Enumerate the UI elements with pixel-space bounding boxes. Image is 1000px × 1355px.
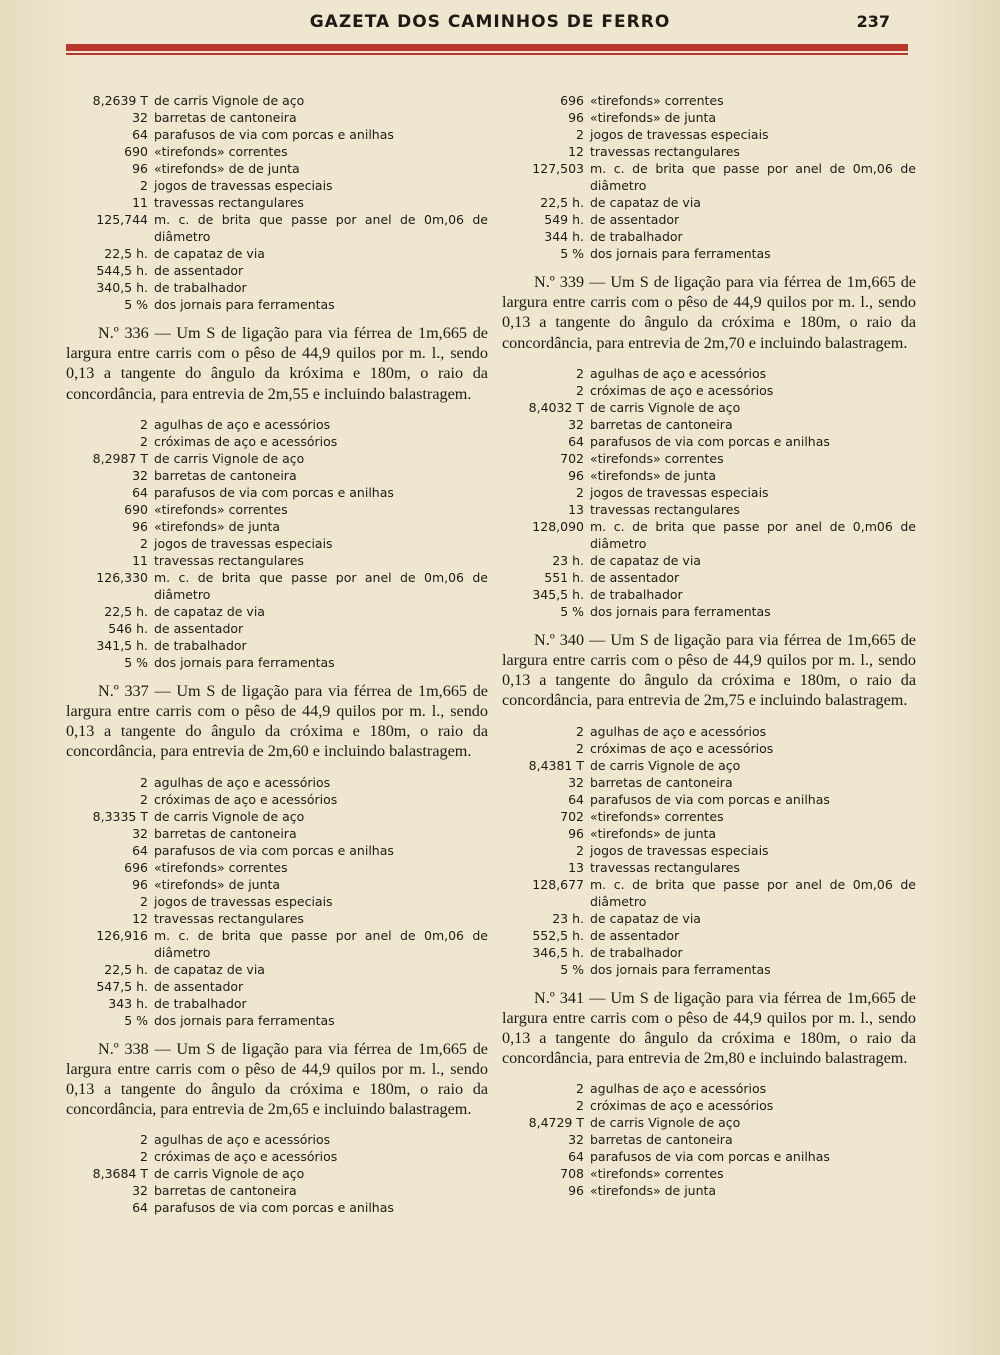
list-item [502,1148,916,1165]
list-item [502,569,916,586]
item-quantity: 690 [124,501,148,517]
materials-list [66,774,488,1029]
paragraph-text: N.º 338 — Um S de ligação para via férrea de 1m,665 de largura entre carris com o pêso de 44,9 quilos por m. l., sendo 0,13 a tangente do ângulo da cróxima e 180m, o raio da concordância, para entrevia de 2m,65 e incluindo balastragem. [66,1039,488,1119]
item-description: parafusos de via com porcas e anilhas [154,484,394,500]
list-item [502,961,916,978]
item-description: de trabalhador [154,995,247,1011]
item-quantity: 32 [568,774,584,790]
item-description: cróximas de aço e acessórios [590,382,774,398]
item-quantity: 708 [560,1166,584,1182]
paragraph-text: N.º 336 — Um S de ligação para via férrea de 1m,665 de largura entre carris com o pêso de 44,9 quilos por m. l., sendo 0,13 a tangente do ângulo da króxima e 180m, o raio da concordância, para entrevia de 2m,55 e incluindo balastragem. [66,324,488,403]
specification-paragraph [502,988,916,1069]
paragraph-text: N.º 339 — Um S de ligação para via férrea de 1m,665 de largura entre carris com o pêso de 44,9 quilos por m. l., sendo 0,13 a tangente do ângulo da cróxima e 180m, o raio da concordância, para entrevia de 2m,70 e incluindo balastragem. [502,273,916,352]
item-quantity: 5 % [560,603,584,619]
item-quantity: 346,5 h. [532,944,584,960]
item-description: parafusos de via com porcas e anilhas [590,433,830,449]
item-description: m. c. de brita que passe por anel de 0,m06 de diâmetro [590,518,916,551]
item-description: m. c. de brita que passe por anel de 0m,06 de diâmetro [154,927,488,960]
list-item [502,1097,916,1114]
item-quantity: 702 [560,808,584,824]
list-item [502,501,916,518]
list-item [502,927,916,944]
list-item [66,467,488,484]
item-description: cróximas de aço e acessórios [154,791,338,807]
item-description: dos jornais para ferramentas [590,961,771,977]
item-quantity: 2 [140,774,148,790]
item-description: de capataz de via [590,910,701,926]
list-item [502,1165,916,1182]
item-quantity: 96 [132,161,148,176]
list-item [502,842,916,859]
specification-paragraph [502,630,916,711]
list-item [502,825,916,842]
list-item [66,910,488,927]
list-item [502,586,916,603]
item-quantity: 96 [132,876,148,892]
list-item [66,1012,488,1029]
list-item [502,791,916,808]
item-quantity: 2 [576,365,584,381]
list-item [66,978,488,995]
item-quantity: 2 [140,1149,148,1165]
item-quantity: 2 [576,842,584,858]
item-quantity: 2 [576,723,584,739]
list-item [66,620,488,637]
list-item [502,1131,916,1148]
list-item [66,143,488,160]
item-description: parafusos de via com porcas e anilhas [154,842,394,858]
item-description: «tirefonds» de junta [154,518,281,534]
item-quantity: 12 [568,144,584,159]
list-item [502,757,916,774]
item-quantity: 64 [132,1200,148,1216]
list-item [66,450,488,467]
item-description: travessas rectangulares [590,501,740,517]
item-description: parafusos de via com porcas e anilhas [154,127,394,142]
item-description: travessas rectangulares [590,859,740,875]
list-item [502,382,916,399]
list-item [66,774,488,791]
list-item [502,944,916,961]
item-description: parafusos de via com porcas e anilhas [590,791,830,807]
list-item [66,518,488,535]
list-item [502,433,916,450]
item-quantity: 12 [132,910,148,926]
list-item [66,484,488,501]
item-quantity: 5 % [560,961,584,977]
item-description: parafusos de via com porcas e anilhas [154,1200,394,1216]
list-item [66,893,488,910]
item-quantity: 345,5 h. [532,586,584,602]
list-item [502,808,916,825]
item-description: jogos de travessas especiais [590,842,769,858]
item-quantity: 8,2987 T [92,450,148,466]
list-item [66,791,488,808]
item-quantity: 8,4032 T [528,399,584,415]
list-item [502,518,916,552]
item-quantity: 546 h. [108,620,148,636]
list-item [66,1148,488,1165]
item-quantity: 22,5 h. [104,246,148,261]
item-quantity: 2 [140,178,148,193]
item-quantity: 96 [568,1183,584,1199]
item-description: agulhas de aço e acessórios [590,723,767,739]
materials-list [66,416,488,671]
list-item [66,842,488,859]
list-item [66,927,488,961]
materials-list [502,92,916,262]
item-description: de carris Vignole de aço [590,757,741,773]
item-description: m. c. de brita que passe por anel de 0m,06 de diâmetro [154,569,488,602]
item-description: de carris Vignole de aço [154,1166,305,1182]
header-rule [66,44,908,51]
item-description: de carris Vignole de aço [154,93,305,108]
item-quantity: 549 h. [544,212,584,227]
item-description: de capataz de via [154,961,265,977]
item-quantity: 32 [568,416,584,432]
list-item [66,92,488,109]
item-description: de assentador [154,978,244,994]
list-item [502,245,916,262]
item-description: barretas de cantoneira [154,467,297,483]
item-description: barretas de cantoneira [154,1183,297,1199]
list-item [502,109,916,126]
specification-paragraph [502,272,916,353]
item-quantity: 2 [140,416,148,432]
item-quantity: 2 [140,1132,148,1148]
list-item [502,450,916,467]
item-quantity: 23 h. [552,552,584,568]
item-description: «tirefonds» correntes [154,859,288,875]
item-description: agulhas de aço e acessórios [154,416,331,432]
item-quantity: 96 [568,467,584,483]
list-item [66,637,488,654]
item-description: de assentador [154,263,244,278]
item-quantity: 696 [124,859,148,875]
list-item [66,211,488,245]
list-item [502,194,916,211]
item-quantity: 32 [132,110,148,125]
item-quantity: 340,5 h. [96,280,148,295]
item-quantity: 64 [132,127,148,142]
paragraph-text: N.º 337 — Um S de ligação para via férrea de 1m,665 de largura entre carris com o pêso de 44,9 quilos por m. l., sendo 0,13 a tangente do ângulo da cróxima e 180m, o raio da concordância, para entrevia de 2m,60 e incluindo balastragem. [66,681,488,761]
list-item [66,859,488,876]
item-description: de trabalhador [590,229,683,244]
item-quantity: 96 [568,825,584,841]
list-item [66,177,488,194]
list-item [66,569,488,603]
item-quantity: 127,503 [532,161,584,176]
item-quantity: 64 [132,842,148,858]
specification-paragraph [66,323,488,404]
item-quantity: 64 [132,484,148,500]
item-description: dos jornais para ferramentas [154,654,335,670]
list-item [66,825,488,842]
item-description: «tirefonds» correntes [590,93,724,108]
item-description: cróximas de aço e acessórios [590,740,774,756]
item-description: dos jornais para ferramentas [590,246,771,261]
list-item [66,109,488,126]
item-description: de assentador [590,569,680,585]
item-description: «tirefonds» correntes [590,808,724,824]
list-item [502,740,916,757]
list-item [66,296,488,313]
publication-title: GAZETA DOS CAMINHOS DE FERRO [309,12,671,32]
item-quantity: 32 [132,825,148,841]
list-item [502,399,916,416]
item-quantity: 32 [568,1132,584,1148]
item-quantity: 341,5 h. [96,637,148,653]
item-quantity: 2 [576,740,584,756]
item-description: parafusos de via com porcas e anilhas [590,1149,830,1165]
item-quantity: 8,3684 T [92,1166,148,1182]
item-description: «tirefonds» correntes [154,144,288,159]
item-quantity: 96 [568,110,584,125]
item-description: de capataz de via [154,603,265,619]
item-quantity: 2 [140,535,148,551]
item-quantity: 544,5 h. [96,263,148,278]
item-quantity: 551 h. [544,569,584,585]
item-quantity: 8,2639 T [92,93,148,108]
item-quantity: 11 [132,195,148,210]
item-quantity: 2 [576,382,584,398]
list-item [66,654,488,671]
list-item [502,603,916,620]
list-item [502,467,916,484]
item-description: «tirefonds» correntes [154,501,288,517]
item-quantity: 22,5 h. [104,603,148,619]
item-description: «tirefonds» de junta [590,467,717,483]
list-item [66,245,488,262]
item-description: barretas de cantoneira [590,774,733,790]
item-quantity: 5 % [560,246,584,261]
item-quantity: 22,5 h. [104,961,148,977]
item-description: de trabalhador [154,280,247,295]
item-quantity: 2 [140,791,148,807]
item-description: de carris Vignole de aço [154,450,305,466]
list-item [502,1114,916,1131]
item-description: dos jornais para ferramentas [154,297,335,312]
item-description: de capataz de via [590,552,701,568]
list-item [502,126,916,143]
item-description: travessas rectangulares [590,144,740,159]
item-quantity: 8,3335 T [92,808,148,824]
item-description: de capataz de via [590,195,701,210]
item-quantity: 128,090 [532,518,584,534]
item-description: «tirefonds» de junta [590,825,717,841]
item-description: «tirefonds» de junta [154,876,281,892]
list-item [502,859,916,876]
item-description: barretas de cantoneira [590,416,733,432]
item-quantity: 2 [140,433,148,449]
paragraph-text: N.º 340 — Um S de ligação para via férrea de 1m,665 de largura entre carris com o pêso de 44,9 quilos por m. l., sendo 0,13 a tangente do ângulo da cróxima e 180m, o raio da concordância, para entrevia de 2m,75 e incluindo balastragem. [502,630,916,710]
list-item [502,484,916,501]
item-description: travessas rectangulares [154,195,304,210]
item-quantity: 64 [568,1149,584,1165]
item-description: de trabalhador [154,637,247,653]
item-description: cróximas de aço e acessórios [154,433,338,449]
materials-list [502,365,916,620]
list-item [66,262,488,279]
item-quantity: 32 [132,467,148,483]
list-item [502,416,916,433]
item-quantity: 13 [568,859,584,875]
list-item [502,92,916,109]
item-description: m. c. de brita que passe por anel de 0m,06 de diâmetro [590,876,916,909]
item-description: jogos de travessas especiais [154,893,333,909]
item-description: m. c. de brita que passe por anel de 0m,06 de diâmetro [154,212,488,244]
item-quantity: 2 [576,1098,584,1114]
item-description: «tirefonds» correntes [590,450,724,466]
list-item [66,1131,488,1148]
right-column [502,92,916,1207]
item-quantity: 125,744 [96,212,148,227]
item-quantity: 23 h. [552,910,584,926]
item-description: de trabalhador [590,944,683,960]
list-item [502,160,916,194]
list-item [66,876,488,893]
item-description: cróximas de aço e acessórios [154,1149,338,1165]
item-description: dos jornais para ferramentas [154,1012,335,1028]
item-description: de carris Vignole de aço [590,1115,741,1131]
item-quantity: 5 % [124,1012,148,1028]
item-description: barretas de cantoneira [154,110,297,125]
page-header [60,12,920,36]
list-item [66,1165,488,1182]
item-description: agulhas de aço e acessórios [154,774,331,790]
item-quantity: 128,677 [532,876,584,892]
item-description: jogos de travessas especiais [590,484,769,500]
list-item [66,1182,488,1199]
list-item [66,995,488,1012]
item-description: «tirefonds» de junta [590,110,717,125]
item-quantity: 8,4729 T [528,1115,584,1131]
item-description: jogos de travessas especiais [590,127,769,142]
left-column [66,92,488,1224]
list-item [502,1182,916,1199]
list-item [66,194,488,211]
item-quantity: 11 [132,552,148,568]
list-item [66,160,488,177]
list-item [502,365,916,382]
list-item [502,876,916,910]
list-item [502,211,916,228]
item-quantity: 552,5 h. [532,927,584,943]
list-item [66,416,488,433]
item-description: travessas rectangulares [154,910,304,926]
list-item [66,603,488,620]
item-description: de assentador [154,620,244,636]
list-item [66,1199,488,1216]
item-description: de trabalhador [590,586,683,602]
header-rule-thin [66,53,908,55]
list-item [66,433,488,450]
item-description: de carris Vignole de aço [154,808,305,824]
item-description: agulhas de aço e acessórios [590,365,767,381]
materials-list [66,1131,488,1216]
specification-paragraph [66,681,488,762]
item-quantity: 126,916 [96,927,148,943]
item-description: jogos de travessas especiais [154,535,333,551]
item-description: jogos de travessas especiais [154,178,333,193]
page-number: 237 [856,12,890,31]
item-description: de carris Vignole de aço [590,399,741,415]
item-description: de capataz de via [154,246,265,261]
item-description: de assentador [590,927,680,943]
item-quantity: 696 [560,93,584,108]
item-quantity: 343 h. [108,995,148,1011]
paragraph-text: N.º 341 — Um S de ligação para via férrea de 1m,665 de largura entre carris com o pêso de 44,9 quilos por m. l., sendo 0,13 a tangente do ângulo da cróxima e 180m, o raio da concordância, para entrevia de 2m,80 e incluindo balastragem. [502,988,916,1068]
materials-list [66,92,488,313]
materials-list [502,723,916,978]
item-description: «tirefonds» de junta [590,1183,717,1199]
item-quantity: 32 [132,1183,148,1199]
item-quantity: 2 [576,127,584,142]
item-quantity: 13 [568,501,584,517]
list-item [502,774,916,791]
item-description: «tirefonds» de de junta [154,161,300,176]
item-description: barretas de cantoneira [154,825,297,841]
item-quantity: 22,5 h. [540,195,584,210]
item-quantity: 2 [576,1081,584,1097]
item-quantity: 8,4381 T [528,757,584,773]
item-quantity: 344 h. [544,229,584,244]
materials-list [502,1080,916,1199]
list-item [502,552,916,569]
item-quantity: 2 [576,484,584,500]
item-quantity: 2 [140,893,148,909]
item-description: agulhas de aço e acessórios [590,1081,767,1097]
item-description: dos jornais para ferramentas [590,603,771,619]
item-description: m. c. de brita que passe por anel de 0m,06 de diâmetro [590,161,916,193]
item-description: agulhas de aço e acessórios [154,1132,331,1148]
item-quantity: 690 [124,144,148,159]
list-item [502,1080,916,1097]
list-item [66,535,488,552]
list-item [66,501,488,518]
item-quantity: 702 [560,450,584,466]
list-item [502,143,916,160]
item-quantity: 5 % [124,297,148,312]
list-item [66,126,488,143]
item-quantity: 547,5 h. [96,978,148,994]
item-description: barretas de cantoneira [590,1132,733,1148]
item-quantity: 64 [568,791,584,807]
item-quantity: 126,330 [96,569,148,585]
item-quantity: 96 [132,518,148,534]
item-description: «tirefonds» correntes [590,1166,724,1182]
item-description: cróximas de aço e acessórios [590,1098,774,1114]
list-item [502,228,916,245]
list-item [502,910,916,927]
item-description: de assentador [590,212,680,227]
item-description: travessas rectangulares [154,552,304,568]
item-quantity: 5 % [124,654,148,670]
specification-paragraph [66,1039,488,1120]
list-item [66,808,488,825]
list-item [66,552,488,569]
list-item [66,961,488,978]
list-item [66,279,488,296]
list-item [502,723,916,740]
item-quantity: 64 [568,433,584,449]
